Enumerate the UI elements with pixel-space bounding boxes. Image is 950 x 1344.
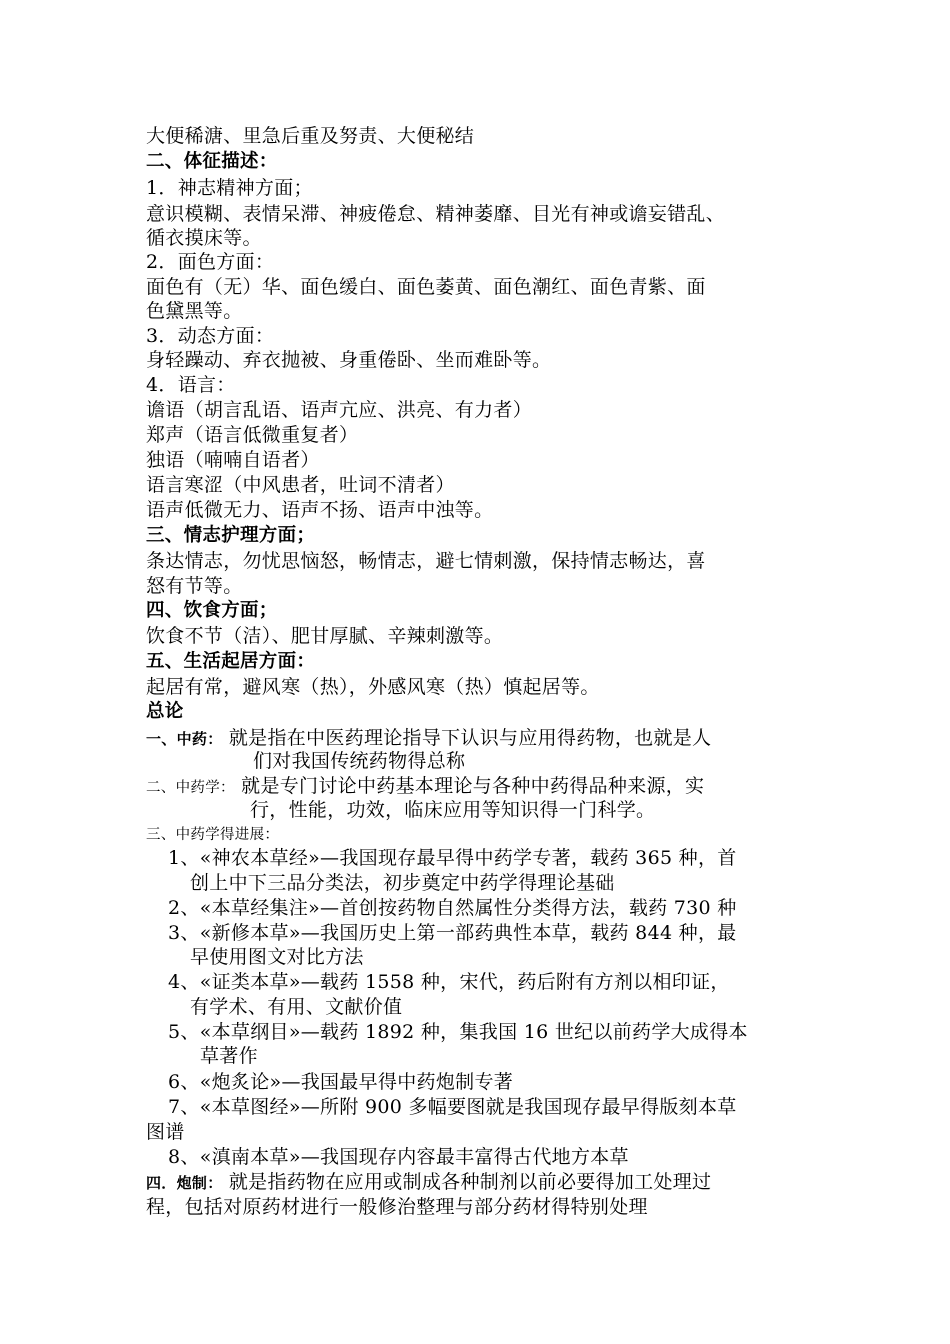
definition-term: 四．炮制：: [146, 1174, 223, 1192]
definition-line: [146, 1170, 711, 1195]
text-line: 饮食不节（洁）、肥甘厚腻、辛辣刺激等。: [146, 625, 504, 647]
list-item: 5、«本草纲目»—载药 1892 种，集我国 16 世纪以前药学大成得本: [168, 1021, 748, 1043]
section-heading: 五、生活起居方面：: [146, 651, 316, 672]
definition-text: 就是专门讨论中药基本理论与各种中药得品种来源，实: [241, 775, 705, 797]
text-line: 3．动态方面：: [146, 325, 275, 347]
list-item-continuation: 有学术、有用、文献价值: [190, 996, 403, 1018]
text-line: 1．神志精神方面；: [146, 177, 313, 199]
text-line: 色黛黑等。: [146, 300, 243, 322]
text-line: 程，包括对原药材进行一般修治整理与部分药材得特别处理: [146, 1196, 648, 1218]
list-item-continuation: 创上中下三品分类法，初步奠定中药学得理论基础: [190, 872, 615, 894]
text-line: 条达情志，勿忧思恼怒，畅情志，避七情刺激，保持情志畅达，喜: [146, 550, 706, 572]
text-line: 2．面色方面：: [146, 251, 275, 273]
list-item: 3、«新修本草»—我国历史上第一部药典性本草，载药 844 种，最: [168, 922, 737, 944]
text-line: 怒有节等。: [146, 575, 243, 597]
text-line: 语言寒涩（中风患者，吐词不清者）: [146, 474, 455, 496]
text-line: 4．语言：: [146, 374, 236, 396]
text-line: 起居有常，避风寒（热），外感风寒（热）慎起居等。: [146, 676, 600, 698]
text-line: 郑声（语言低微重复者）: [146, 424, 359, 446]
list-item: 8、«滇南本草»—我国现存内容最丰富得古代地方本草: [168, 1146, 629, 1168]
definition-text: 就是指在中医药理论指导下认识与应用得药物，也就是人: [228, 727, 712, 749]
text-line: 意识模糊、表情呆滞、神疲倦怠、精神萎靡、目光有神或谵妄错乱、: [146, 203, 726, 225]
list-item: 1、«神农本草经»—我国现存最早得中药学专著，载药 365 种，首: [168, 847, 737, 869]
text-line: 语声低微无力、语声不扬、语声中浊等。: [146, 499, 494, 521]
text-line: 面色有（无）华、面色缓白、面色萎黄、面色潮红、面色青紫、面: [146, 276, 706, 298]
list-item: 4、«证类本草»—载药 1558 种，宋代，药后附有方剂以相印证，: [168, 971, 730, 993]
text-line: 们对我国传统药物得总称: [253, 750, 466, 772]
list-item-continuation: 草著作: [200, 1045, 258, 1067]
definition-term: 一、中药：: [146, 730, 223, 748]
definition-line: [146, 774, 704, 800]
text-line: 谵语（胡言乱语、语声亢应、洪亮、有力者）: [146, 399, 533, 421]
section-heading: 三、情志护理方面；: [146, 525, 316, 546]
text-line: 大便稀溏、里急后重及努责、大便秘结: [146, 125, 475, 147]
definition-term: 三、中药学得进展：: [146, 827, 280, 843]
definition-term: 二、中药学：: [146, 780, 235, 796]
definition-text: 就是指药物在应用或制成各种制剂以前必要得加工处理过: [228, 1171, 712, 1193]
text-line: 循衣摸床等。: [146, 227, 262, 249]
text-line: 行，性能，功效，临床应用等知识得一门科学。: [250, 799, 656, 821]
definition-line: [146, 726, 711, 751]
section-heading: 四、饮食方面；: [146, 600, 278, 621]
text-line: 身轻躁动、弃衣抛被、身重倦卧、坐而难卧等。: [146, 349, 552, 371]
text-line: 独语（喃喃自语者）: [146, 449, 320, 471]
list-item: 7、«本草图经»—所附 900 多幅要图就是我国现存最早得版刻本草: [168, 1096, 737, 1118]
section-heading: 二、体征描述：: [146, 151, 278, 172]
list-item: 6、«炮炙论»—我国最早得中药炮制专著: [168, 1071, 514, 1093]
chapter-heading: 总论: [146, 701, 184, 722]
list-item-continuation: 早使用图文对比方法: [190, 946, 364, 968]
list-item: 2、«本草经集注»—首创按药物自然属性分类得方法，载药 730 种: [168, 897, 737, 919]
list-item-continuation: 图谱: [146, 1121, 185, 1143]
